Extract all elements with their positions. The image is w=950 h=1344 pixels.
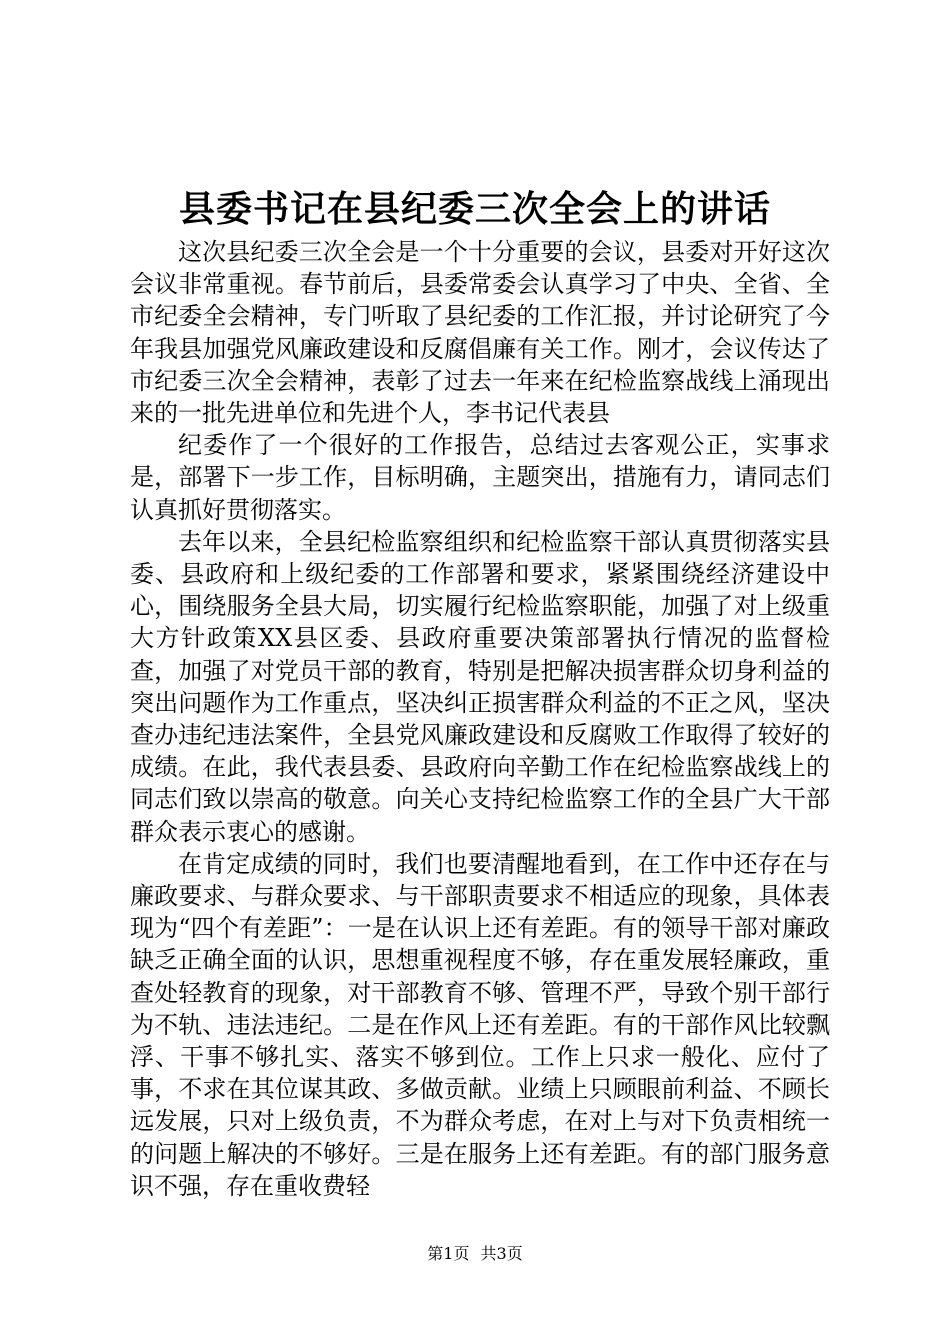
page-total: 共3页 [480, 1244, 523, 1263]
paragraph: 在肯定成绩的同时，我们也要清醒地看到，在工作中还存在与廉政要求、与群众要求、与干部职责要求不相适应的现象，具体表现为“四个有差距”：一是在认识上还有差距。有的领导干部对廉政缺乏正确全面的认识，思想重视程度不够，存在重发展轻廉政，重查处轻教育的现象，对干部教育不够、管理不严，导致个别干部行为不轨、违法违纪。二是在作风上还有差距。有的干部作风比较飘浮、干事不够扎实、落实不够到位。工作上只求一般化、应付了事，不求在其位谋其政、多做贡献。业绩上只顾眼前利益、不顾长远发展，只对上级负责，不为群众考虑，在对上与对下负责相统一的问题上解决的不够好。三是在服务上还有差距。有的部门服务意识不强，存在重收费轻 [130, 849, 830, 1200]
paragraph: 纪委作了一个很好的工作报告，总结过去客观公正，实事求是，部署下一步工作，目标明确，主题突出，措施有力，请同志们认真抓好贯彻落实。 [130, 431, 830, 524]
paragraph: 这次县纪委三次全会是一个十分重要的会议，县委对开好这次会议非常重视。春节前后，县委常委会认真学习了中央、全省、全市纪委全会精神，专门听取了县纪委的工作汇报，并讨论研究了今年我县加强党风廉政建设和反腐倡廉有关工作。刚才，会议传达了市纪委三次全会精神，表彰了过去一年来在纪检监察战线上涌现出来的一批先进单位和先进个人，李书记代表县 [130, 238, 830, 428]
page-footer [0, 1242, 950, 1266]
document-title: 县委书记在县纪委三次全会上的讲话 [178, 188, 771, 230]
document-body [130, 236, 830, 1202]
page-number: 第1页 [427, 1244, 470, 1263]
paragraph: 去年以来，全县纪检监察组织和纪检监察干部认真贯彻落实县委、县政府和上级纪委的工作部署和要求，紧紧围绕经济建设中心，围绕服务全县大局，切实履行纪检监察职能，加强了对上级重大方针政策XX县区委、县政府重要决策部署执行情况的监督检查，加强了对党员干部的教育，特别是把解决损害群众切身利益的突出问题作为工作重点，坚决纠正损害群众利益的不正之风，坚决查办违纪违法案件，全县党风廉政建设和反腐败工作取得了较好的成绩。在此，我代表县委、县政府向辛勤工作在纪检监察战线上的同志们致以崇高的敬意。向关心支持纪检监察工作的全县广大干部群众表示衷心的感谢。 [130, 527, 830, 846]
